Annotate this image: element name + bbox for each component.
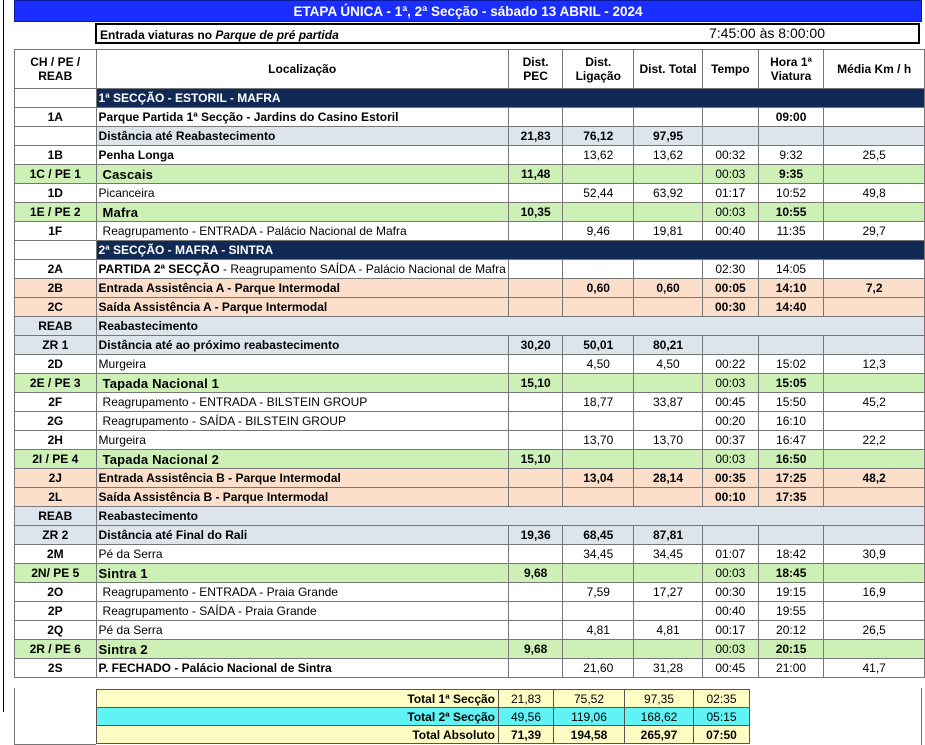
total-pec: 71,39 (499, 726, 554, 744)
cell-pec (508, 431, 563, 450)
cell-pec (508, 583, 563, 602)
cell-total: 34,45 (634, 545, 703, 564)
table-row (15, 336, 925, 355)
cell-lig (563, 602, 634, 621)
cell-total: 33,87 (634, 393, 703, 412)
entry-place: Parque de pré partida (215, 28, 339, 42)
col-location: Localização (96, 50, 508, 89)
cell-tempo: 00:03 (702, 203, 758, 222)
table-row (15, 526, 925, 545)
cell-media (824, 488, 925, 507)
cell-hora: 16:10 (758, 412, 824, 431)
cell-ch: ZR 1 (15, 336, 97, 355)
cell-tempo: 01:07 (702, 545, 758, 564)
cell-media (824, 602, 925, 621)
cell-ch: 2E / PE 3 (15, 374, 97, 393)
cell-ch: 2P (15, 602, 97, 621)
totals-table-wrap (96, 689, 750, 744)
table-row (15, 488, 925, 507)
cell-pec: 30,20 (508, 336, 563, 355)
cell-location: Tapada Nacional 2 (96, 450, 508, 469)
cell-pec (508, 279, 563, 298)
cell-total: 17,27 (634, 583, 703, 602)
total-tempo: 02:35 (694, 690, 750, 708)
total-row (97, 726, 750, 744)
cell-ch (15, 89, 97, 108)
cell-location: Reabastecimento (96, 507, 924, 526)
cell-media: 45,2 (824, 393, 925, 412)
cell-ch: 2J (15, 469, 97, 488)
cell-hora (758, 127, 824, 146)
col-dist-pec: Dist. PEC (508, 50, 563, 89)
cell-lig: 0,60 (563, 279, 634, 298)
cell-pec (508, 621, 563, 640)
cell-lig: 4,81 (563, 621, 634, 640)
cell-media: 48,2 (824, 469, 925, 488)
cell-tempo: 00:05 (702, 279, 758, 298)
cell-pec: 9,68 (508, 640, 563, 659)
cell-location: P. FECHADO - Palácio Nacional de Sintra (96, 659, 508, 678)
section-row (15, 241, 925, 260)
cell-pec (508, 469, 563, 488)
total-label: Total 1ª Secção (97, 690, 499, 708)
cell-ch: 1E / PE 2 (15, 203, 97, 222)
cell-pec: 19,36 (508, 526, 563, 545)
cell-pec (508, 393, 563, 412)
section-title: 2ª SECÇÃO - MAFRA - SINTRA (96, 241, 924, 260)
cell-lig: 18,77 (563, 393, 634, 412)
cell-pec (508, 108, 563, 127)
cell-ch: 2C (15, 298, 97, 317)
cell-tempo: 00:30 (702, 583, 758, 602)
totals-table (96, 689, 750, 744)
table-row (15, 602, 925, 621)
cell-pec: 10,35 (508, 203, 563, 222)
cell-hora: 15:02 (758, 355, 824, 374)
total-row (97, 690, 750, 708)
cell-ch: 2F (15, 393, 97, 412)
cell-media: 7,2 (824, 279, 925, 298)
cell-total (634, 108, 703, 127)
cell-tempo: 00:30 (702, 298, 758, 317)
cell-hora: 10:55 (758, 203, 824, 222)
cell-tempo: 00:40 (702, 222, 758, 241)
cell-hora: 19:15 (758, 583, 824, 602)
cell-total (634, 602, 703, 621)
cell-total (634, 260, 703, 279)
cell-hora: 11:35 (758, 222, 824, 241)
cell-lig (563, 564, 634, 583)
cell-tempo: 00:03 (702, 564, 758, 583)
cell-tempo: 00:37 (702, 431, 758, 450)
cell-ch: REAB (15, 507, 97, 526)
cell-total: 63,92 (634, 184, 703, 203)
cell-pec (508, 222, 563, 241)
cell-ch: 2I / PE 4 (15, 450, 97, 469)
cell-media (824, 260, 925, 279)
cell-media: 41,7 (824, 659, 925, 678)
cell-location: Saída Assistência A - Parque Intermodal (96, 298, 508, 317)
cell-lig (563, 203, 634, 222)
cell-ch (15, 127, 97, 146)
cell-ch: 2M (15, 545, 97, 564)
cell-lig: 13,62 (563, 146, 634, 165)
cell-ch: 2A (15, 260, 97, 279)
table-row (15, 146, 925, 165)
cell-hora: 16:50 (758, 450, 824, 469)
cell-total: 4,81 (634, 621, 703, 640)
cell-pec: 21,83 (508, 127, 563, 146)
cell-tempo: 00:45 (702, 393, 758, 412)
col-dist-ligacao: Dist. Ligação (563, 50, 634, 89)
cell-ch: 2B (15, 279, 97, 298)
cell-media (824, 564, 925, 583)
cell-lig: 4,50 (563, 355, 634, 374)
cell-tempo: 00:03 (702, 450, 758, 469)
cell-ch: 2R / PE 6 (15, 640, 97, 659)
cell-total (634, 412, 703, 431)
total-total: 97,35 (625, 690, 694, 708)
table-row (15, 108, 925, 127)
cell-lig: 9,46 (563, 222, 634, 241)
cell-tempo: 02:30 (702, 260, 758, 279)
cell-pec (508, 146, 563, 165)
cell-media (824, 640, 925, 659)
cell-hora: 15:05 (758, 374, 824, 393)
total-lig: 194,58 (554, 726, 625, 744)
cell-tempo: 00:35 (702, 469, 758, 488)
cell-ch (15, 241, 97, 260)
total-lig: 119,06 (554, 708, 625, 726)
cell-media (824, 450, 925, 469)
entry-time: 7:45:00 às 8:00:00 (709, 25, 825, 41)
total-tempo: 07:50 (694, 726, 750, 744)
location-rest: - Reagrupamento SAÍDA - Palácio Nacional de Mafra (219, 261, 506, 276)
table-row (15, 450, 925, 469)
cell-lig (563, 450, 634, 469)
cell-lig: 13,70 (563, 431, 634, 450)
table-row (15, 621, 925, 640)
cell-tempo: 00:03 (702, 165, 758, 184)
total-tempo: 05:15 (694, 708, 750, 726)
cell-location: Entrada Assistência B - Parque Intermodal (96, 469, 508, 488)
table-row (15, 545, 925, 564)
cell-pec: 15,10 (508, 374, 563, 393)
cell-media (824, 298, 925, 317)
cell-pec: 15,10 (508, 450, 563, 469)
cell-location: Pé da Serra (96, 545, 508, 564)
cell-total: 28,14 (634, 469, 703, 488)
cell-pec: 11,48 (508, 165, 563, 184)
table-row (15, 260, 925, 279)
cell-media: 25,5 (824, 146, 925, 165)
cell-pec: 9,68 (508, 564, 563, 583)
col-dist-total: Dist. Total (634, 50, 703, 89)
cell-pec (508, 412, 563, 431)
table-row (15, 374, 925, 393)
table-row (15, 355, 925, 374)
cell-lig (563, 298, 634, 317)
header-row (15, 50, 925, 89)
cell-hora: 09:00 (758, 108, 824, 127)
cell-pec (508, 545, 563, 564)
cell-hora: 17:25 (758, 469, 824, 488)
cell-media (824, 203, 925, 222)
cell-ch: ZR 2 (15, 526, 97, 545)
cell-location: Murgeira (96, 431, 508, 450)
cell-pec (508, 488, 563, 507)
cell-media (824, 374, 925, 393)
cell-location: Pé da Serra (96, 621, 508, 640)
cell-location: Reabastecimento (96, 317, 924, 336)
cell-tempo: 01:17 (702, 184, 758, 203)
cell-total (634, 298, 703, 317)
totals-right-frame (754, 688, 922, 745)
cell-hora: 9:35 (758, 165, 824, 184)
cell-total (634, 165, 703, 184)
cell-total (634, 203, 703, 222)
cell-hora: 21:00 (758, 659, 824, 678)
cell-total (634, 564, 703, 583)
cell-total (634, 640, 703, 659)
section-title: 1ª SECÇÃO - ESTORIL - MAFRA (96, 89, 924, 108)
cell-lig: 50,01 (563, 336, 634, 355)
cell-media (824, 412, 925, 431)
cell-location: Distância até Reabastecimento (96, 127, 508, 146)
cell-media: 29,7 (824, 222, 925, 241)
table-row (15, 222, 925, 241)
cell-location: Tapada Nacional 1 (96, 374, 508, 393)
cell-lig (563, 165, 634, 184)
col-ch: CH / PE / REAB (15, 50, 97, 89)
cell-media: 16,9 (824, 583, 925, 602)
page-title: ETAPA ÚNICA - 1ª, 2ª Secção - sábado 13 ABRIL - 2024 (14, 0, 922, 22)
cell-location (96, 260, 508, 279)
cell-hora: 14:05 (758, 260, 824, 279)
cell-total: 31,28 (634, 659, 703, 678)
cell-location: Picanceira (96, 184, 508, 203)
cell-hora: 20:15 (758, 640, 824, 659)
total-pec: 49,56 (499, 708, 554, 726)
total-label: Total 2ª Secção (97, 708, 499, 726)
cell-media: 26,5 (824, 621, 925, 640)
cell-location: Sintra 1 (96, 564, 508, 583)
cell-ch: 2O (15, 583, 97, 602)
table-row (15, 317, 925, 336)
cell-hora: 15:50 (758, 393, 824, 412)
cell-hora: 17:35 (758, 488, 824, 507)
cell-media (824, 526, 925, 545)
cell-lig (563, 374, 634, 393)
table-row (15, 184, 925, 203)
cell-media (824, 336, 925, 355)
cell-lig: 21,60 (563, 659, 634, 678)
cell-ch: 1B (15, 146, 97, 165)
cell-pec (508, 659, 563, 678)
cell-hora: 14:10 (758, 279, 824, 298)
cell-ch: 1D (15, 184, 97, 203)
cell-ch: 2Q (15, 621, 97, 640)
cell-total: 13,62 (634, 146, 703, 165)
cell-ch: 2D (15, 355, 97, 374)
cell-location: Cascais (96, 165, 508, 184)
table-row (15, 127, 925, 146)
cell-media: 30,9 (824, 545, 925, 564)
cell-lig (563, 488, 634, 507)
cell-total: 87,81 (634, 526, 703, 545)
total-total: 265,97 (625, 726, 694, 744)
cell-ch: 2H (15, 431, 97, 450)
cell-tempo (702, 108, 758, 127)
entry-prefix: Entrada viaturas no (100, 28, 216, 42)
cell-ch: 1C / PE 1 (15, 165, 97, 184)
cell-tempo: 00:17 (702, 621, 758, 640)
entry-label (100, 28, 339, 42)
cell-total: 97,95 (634, 127, 703, 146)
cell-location: Reagrupamento - SAÍDA - BILSTEIN GROUP (96, 412, 508, 431)
cell-location: Entrada Assistência A - Parque Intermodal (96, 279, 508, 298)
cell-hora: 18:45 (758, 564, 824, 583)
cell-lig: 76,12 (563, 127, 634, 146)
col-hora: Hora 1ª Viatura (758, 50, 824, 89)
cell-tempo (702, 127, 758, 146)
cell-pec (508, 602, 563, 621)
cell-pec (508, 260, 563, 279)
cell-tempo: 00:45 (702, 659, 758, 678)
cell-hora: 20:12 (758, 621, 824, 640)
cell-hora: 18:42 (758, 545, 824, 564)
cell-total: 0,60 (634, 279, 703, 298)
cell-tempo (702, 526, 758, 545)
table-row (15, 431, 925, 450)
itinerary-table (14, 49, 925, 678)
table-row (15, 298, 925, 317)
cell-location: Distância até Final do Rali (96, 526, 508, 545)
cell-total: 13,70 (634, 431, 703, 450)
cell-lig (563, 260, 634, 279)
total-label: Total Absoluto (97, 726, 499, 744)
cell-location: Reagrupamento - ENTRADA - Palácio Nacional de Mafra (96, 222, 508, 241)
cell-location: Reagrupamento - ENTRADA - Praia Grande (96, 583, 508, 602)
cell-pec (508, 298, 563, 317)
cell-hora: 10:52 (758, 184, 824, 203)
cell-ch: 1F (15, 222, 97, 241)
cell-pec (508, 184, 563, 203)
cell-media (824, 165, 925, 184)
location-bold-part: PARTIDA 2ª SECÇÃO (98, 261, 220, 276)
cell-location: Parque Partida 1ª Secção - Jardins do Casino Estoril (96, 108, 508, 127)
cell-hora: 19:55 (758, 602, 824, 621)
cell-hora: 9:32 (758, 146, 824, 165)
itinerary-table-wrap (14, 49, 925, 678)
cell-hora: 16:47 (758, 431, 824, 450)
cell-location: Saída Assistência B - Parque Intermodal (96, 488, 508, 507)
cell-lig: 7,59 (563, 583, 634, 602)
cell-total: 80,21 (634, 336, 703, 355)
cell-tempo: 00:40 (702, 602, 758, 621)
cell-tempo: 00:22 (702, 355, 758, 374)
total-pec: 21,83 (499, 690, 554, 708)
cell-location: Reagrupamento - ENTRADA - BILSTEIN GROUP (96, 393, 508, 412)
cell-location: Penha Longa (96, 146, 508, 165)
table-row (15, 469, 925, 488)
cell-lig: 13,04 (563, 469, 634, 488)
cell-pec (508, 355, 563, 374)
cell-ch: 2N/ PE 5 (15, 564, 97, 583)
cell-location: Sintra 2 (96, 640, 508, 659)
total-total: 168,62 (625, 708, 694, 726)
cell-tempo (702, 336, 758, 355)
cell-location: Murgeira (96, 355, 508, 374)
cell-total (634, 450, 703, 469)
cell-lig: 68,45 (563, 526, 634, 545)
table-row (15, 583, 925, 602)
total-row (97, 708, 750, 726)
cell-media: 49,8 (824, 184, 925, 203)
cell-media: 22,2 (824, 431, 925, 450)
table-row (15, 507, 925, 526)
col-tempo: Tempo (702, 50, 758, 89)
cell-total (634, 374, 703, 393)
table-row (15, 165, 925, 184)
table-row (15, 279, 925, 298)
cell-tempo: 00:32 (702, 146, 758, 165)
cell-hora (758, 336, 824, 355)
cell-media: 12,3 (824, 355, 925, 374)
cell-tempo: 00:03 (702, 640, 758, 659)
cell-lig (563, 412, 634, 431)
total-lig: 75,52 (554, 690, 625, 708)
table-row (15, 659, 925, 678)
table-row (15, 203, 925, 222)
cell-ch: REAB (15, 317, 97, 336)
cell-total: 4,50 (634, 355, 703, 374)
left-rule (3, 0, 4, 712)
cell-location: Reagrupamento - SAÍDA - Praia Grande (96, 602, 508, 621)
cell-total (634, 488, 703, 507)
cell-media (824, 127, 925, 146)
cell-ch: 1A (15, 108, 97, 127)
totals-left-frame (14, 688, 96, 745)
entry-info-box (95, 23, 920, 44)
cell-lig: 34,45 (563, 545, 634, 564)
cell-media (824, 108, 925, 127)
cell-ch: 2S (15, 659, 97, 678)
cell-tempo: 00:03 (702, 374, 758, 393)
table-row (15, 393, 925, 412)
table-row (15, 412, 925, 431)
cell-tempo: 00:10 (702, 488, 758, 507)
table-row (15, 640, 925, 659)
cell-lig (563, 108, 634, 127)
cell-tempo: 00:20 (702, 412, 758, 431)
cell-ch: 2G (15, 412, 97, 431)
cell-location: Mafra (96, 203, 508, 222)
cell-lig: 52,44 (563, 184, 634, 203)
section-row (15, 89, 925, 108)
cell-hora (758, 526, 824, 545)
col-media: Média Km / h (824, 50, 925, 89)
cell-ch: 2L (15, 488, 97, 507)
cell-lig (563, 640, 634, 659)
cell-total: 19,81 (634, 222, 703, 241)
cell-location: Distância até ao próximo reabastecimento (96, 336, 508, 355)
cell-hora: 14:40 (758, 298, 824, 317)
table-row (15, 564, 925, 583)
